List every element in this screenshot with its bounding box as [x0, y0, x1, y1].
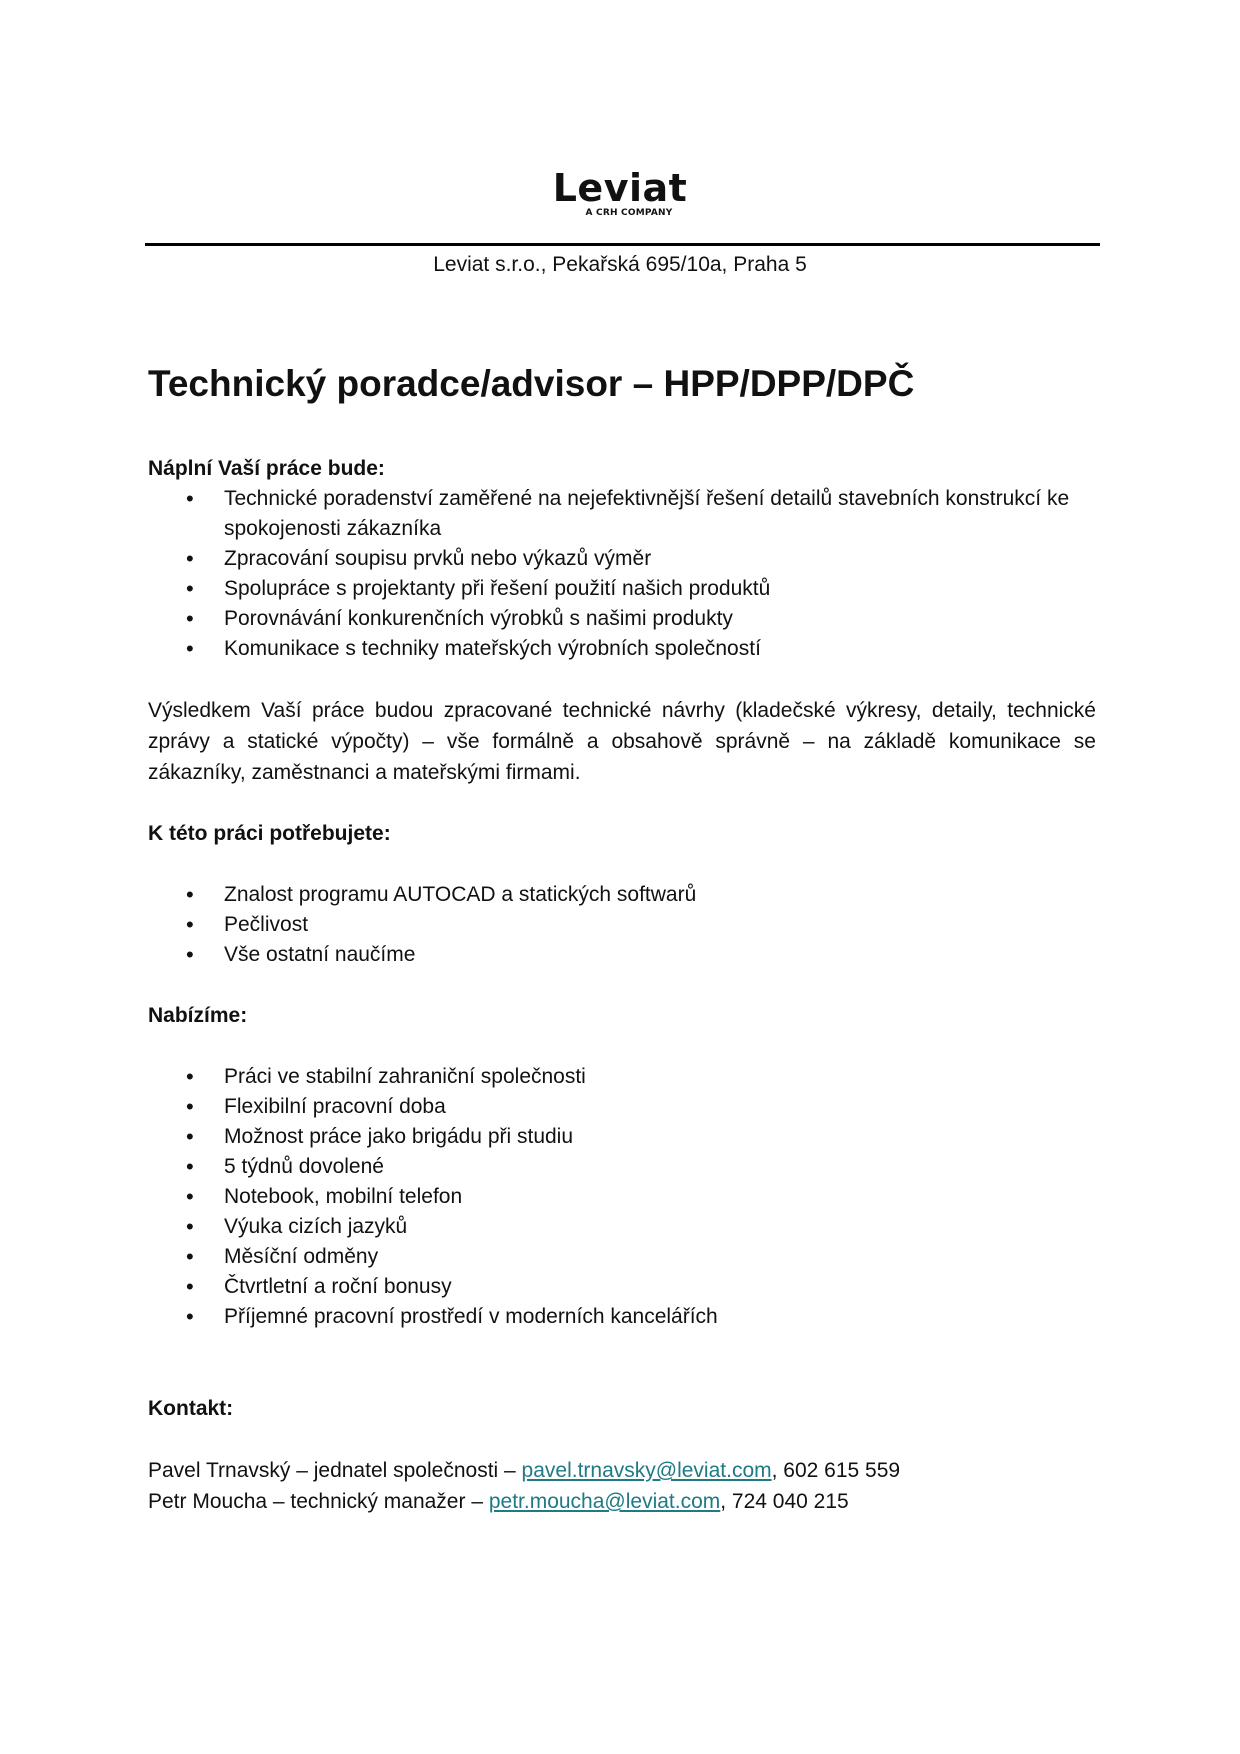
- document-body: [148, 360, 1096, 1517]
- duties-heading: Náplní Vaší práce bude:: [148, 457, 385, 480]
- company-address: Leviat s.r.o., Pekařská 695/10a, Praha 5: [433, 253, 807, 276]
- list-item: • Výuka cizích jazyků: [148, 1212, 1096, 1242]
- list-item: • Příjemné pracovní prostředí v moderních kancelářích: [148, 1302, 1096, 1332]
- list-item: • Zpracování soupisu prvků nebo výkazů výměr: [148, 544, 1096, 574]
- header-divider: [145, 243, 1100, 246]
- duties-list: [148, 484, 1096, 664]
- list-item: • Porovnávání konkurenčních výrobků s našimi produkty: [148, 604, 1096, 634]
- contact-name-role: Pavel Trnavský – jednatel společnosti –: [148, 1459, 522, 1482]
- result-paragraph: Výsledkem Vaší práce budou zpracované technické návrhy (kladečské výkresy, detaily, technické zprávy a statické výpočty) – vše formálně a obsahově správně – na základě komunikace se zákazníky, zaměstnanci a mateřskými firmami.: [148, 699, 1096, 784]
- list-item: • Notebook, mobilní telefon: [148, 1182, 1096, 1212]
- email-link[interactable]: pavel.trnavsky@leviat.com: [521, 1459, 772, 1482]
- requirements-list: [148, 880, 1096, 970]
- list-item: • Čtvrtletní a roční bonusy: [148, 1272, 1096, 1302]
- logo-wordmark: Leviat: [552, 166, 688, 210]
- contact-heading: Kontakt:: [148, 1397, 234, 1420]
- company-logo: [0, 168, 1240, 218]
- list-item: • Spolupráce s projektanty při řešení použití našich produktů: [148, 574, 1096, 604]
- logo-subtext: A CRH COMPANY: [585, 208, 673, 218]
- contact-name-role: Petr Moucha – technický manažer –: [148, 1490, 489, 1513]
- contact-line: [148, 1486, 1096, 1517]
- list-item: • Pečlivost: [148, 910, 1096, 940]
- list-item: • 5 týdnů dovolené: [148, 1152, 1096, 1182]
- requirements-heading: K této práci potřebujete:: [148, 822, 391, 845]
- job-title: Technický poradce/advisor – HPP/DPP/DPČ: [148, 363, 915, 404]
- list-item: • Práci ve stabilní zahraniční společnosti: [148, 1062, 1096, 1092]
- list-item: • Komunikace s techniky mateřských výrobních společností: [148, 634, 1096, 664]
- list-item: • Flexibilní pracovní doba: [148, 1092, 1096, 1122]
- list-item: • Znalost programu AUTOCAD a statických softwarů: [148, 880, 1096, 910]
- contact-line: [148, 1455, 1096, 1486]
- email-link[interactable]: petr.moucha@leviat.com: [488, 1490, 721, 1513]
- contact-phone: , 602 615 559: [771, 1459, 901, 1482]
- contact-phone: , 724 040 215: [720, 1490, 849, 1513]
- list-item: • Možnost práce jako brigádu při studiu: [148, 1122, 1096, 1152]
- list-item: • Vše ostatní naučíme: [148, 940, 1096, 970]
- offer-list: [148, 1062, 1096, 1332]
- list-item: • Technické poradenství zaměřené na nejefektivnější řešení detailů stavebních konstrukcí ke spokojenosti zákazníka: [148, 484, 1096, 544]
- list-item: • Měsíční odměny: [148, 1242, 1096, 1272]
- offer-heading: Nabízíme:: [148, 1004, 248, 1027]
